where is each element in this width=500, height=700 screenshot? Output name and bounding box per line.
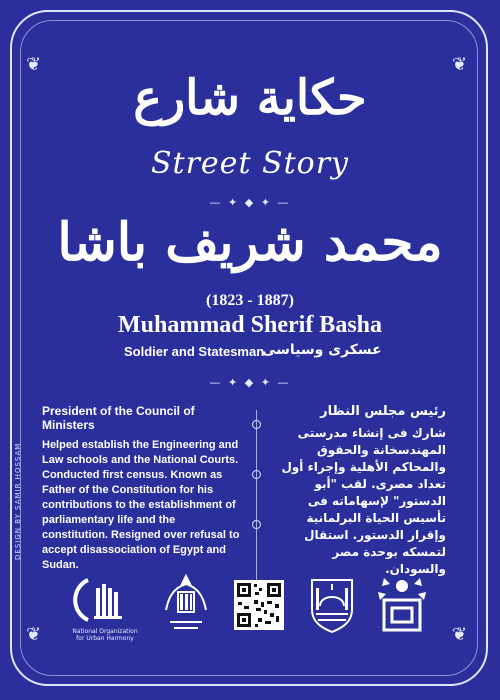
designer-credit: DESIGN BY SAMIR HOSSAM (14, 442, 22, 560)
eagle-icon (162, 570, 210, 636)
person-years: (1823 - 1887) (206, 292, 294, 309)
nouh-logo-icon (70, 570, 140, 630)
divider-dot (252, 420, 261, 429)
title-english: Street Story (150, 146, 349, 181)
cairo-logo (374, 570, 430, 640)
ornament-divider: — ✦ ◆ ✦ — (209, 196, 291, 209)
person-role-arabic: عسكرى وسياسى (262, 342, 382, 358)
english-heading: President of the Council of Ministers (42, 404, 195, 432)
arabic-heading: رئيس مجلس النظار (320, 404, 446, 419)
corner-ornament-icon: ❦ (26, 624, 42, 645)
english-column (42, 404, 242, 573)
cairo-logo-icon (374, 570, 430, 636)
egypt-eagle-emblem (162, 570, 210, 640)
logo-strip (70, 570, 430, 640)
divider-dot (252, 520, 261, 529)
corner-ornament-icon: ❦ (26, 54, 42, 75)
cairo-governorate-emblem (306, 570, 358, 640)
divider-dot (252, 470, 261, 479)
english-body: Helped establish the Engineering and Law schools and the National Courts. Conducted first census. Known as Father of the Constitution for his contributions to the establishment of parliamentary life and the constitution. Resigned over refusal to accept disassociation of Egypt and Sudan. (42, 439, 240, 571)
nouh-logo (70, 570, 140, 640)
ornament-divider: — ✦ ◆ ✦ — (209, 376, 291, 389)
title-arabic: حكاية شارع (133, 70, 367, 126)
person-name-arabic: محمد شريف باشا (57, 212, 443, 273)
corner-ornament-icon: ❦ (452, 54, 468, 75)
column-divider (256, 410, 257, 590)
qr-code[interactable] (234, 570, 284, 640)
person-name-english: Muhammad Sherif Basha (117, 312, 383, 338)
nouh-caption: National Organization for Urban Harmony (72, 628, 138, 642)
arabic-body: شارك فى إنشاء مدرستى المهندسخانة والحقوق والمحاكم الأهلية وإجراء أول تعداد مصرى. لقب "أبو الدستور" لإسهاماته فى تأسيس الحياة البرلمانية وإقرار الدستور. استقال لتمسكه بوحدة مصر والسودان. (281, 426, 446, 576)
person-role-english: Soldier and Statesman (124, 344, 265, 359)
arabic-column (272, 404, 446, 578)
corner-ornament-icon: ❦ (452, 624, 468, 645)
qr-code-icon (234, 580, 284, 630)
mosque-emblem-icon (306, 570, 358, 636)
